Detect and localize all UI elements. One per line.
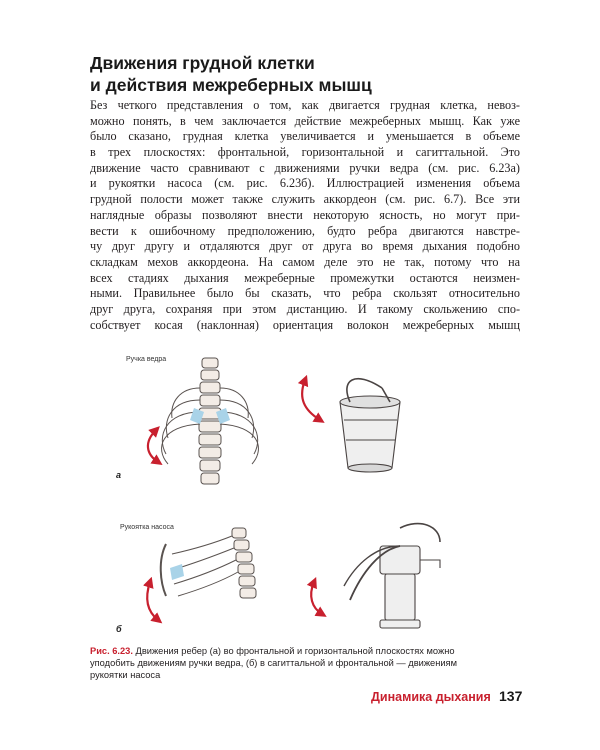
red-arrow-icon <box>147 582 158 620</box>
panel-letter-a: а <box>116 470 122 480</box>
body-line: было сказано, грудная клетка увеличивается и уменьшается в объеме <box>90 129 520 144</box>
body-line: складкам мехов аккордеона. На самом деле это не так, потому что на <box>90 254 520 269</box>
body-line: ными. Правильнее было бы сказать, что ребра скользят относительно <box>90 286 520 301</box>
body-line: и рукоятки насоса (см. рис. 6.23б). Иллюстрацией изменения объема <box>90 176 520 191</box>
body-paragraph <box>90 98 520 333</box>
figure-number: Рис. 6.23. <box>90 646 133 656</box>
body-line: чу друг другу и отдаляются друг от друга во время дыхания подобно <box>90 239 520 254</box>
body-line: можно понять, в чем заключается действие межреберных мышц. Как уже <box>90 113 520 128</box>
figure-illustrations <box>100 350 520 640</box>
body-line: движение часто сравнивают с движениями ручки ведра (см. рис. 6.23а) <box>90 160 520 175</box>
section-heading <box>90 52 520 96</box>
red-arrow-icon <box>148 430 158 462</box>
running-footer-title: Динамика дыхания <box>371 690 491 704</box>
body-line: всех стадиях дыхания межреберные промежутки остаются неизмен- <box>90 270 520 285</box>
body-line: вести к ошибочному предположению, будто ребра двигаются навстре- <box>90 223 520 238</box>
caption-line-1 <box>90 645 522 657</box>
body-line: в трех плоскостях: фронтальной, горизонтальной и сагиттальной. Это <box>90 145 520 160</box>
ribcage-side-illustration <box>161 528 256 598</box>
heading-line-2: и действия межреберных мышц <box>90 75 372 95</box>
bucket-illustration <box>340 379 400 472</box>
panel-letter-b: б <box>116 624 122 634</box>
caption-text-1: Движения ребер (а) во фронтальной и горизонтальной плоскостях можно <box>132 646 455 656</box>
red-arrow-icon <box>302 380 320 420</box>
body-line: собствует косая (наклонная) ориентация волокон межреберных мышц <box>90 317 520 332</box>
body-line: наглядные образы позволяют внести некоторую ясность, но могут при- <box>90 207 520 222</box>
page-number: 137 <box>499 688 523 704</box>
body-line: друг друга, сохраняя при этом дистанцию. И такому скольжению спо- <box>90 301 520 316</box>
heading-line-1: Движения грудной клетки <box>90 53 315 73</box>
figure-caption <box>90 645 522 681</box>
figure-6-23 <box>100 350 520 640</box>
bucket-handle-label: Ручка ведра <box>126 356 167 363</box>
body-line: грудной полости может также служить аккордеон (см. рис. 6.7). Все эти <box>90 192 520 207</box>
caption-line-2: уподобить движениям ручки ведра, (б) в сагиттальной и фронтальной — движениям <box>90 658 457 668</box>
caption-line-3: рукоятки насоса <box>90 670 161 680</box>
ribcage-front-illustration <box>162 358 259 484</box>
red-arrow-icon <box>311 582 322 614</box>
water-pump-illustration <box>344 524 440 628</box>
body-line: Без четкого представления о том, как двигается грудная клетка, невоз- <box>90 98 520 112</box>
pump-handle-label: Рукоятка насоса <box>120 524 174 531</box>
